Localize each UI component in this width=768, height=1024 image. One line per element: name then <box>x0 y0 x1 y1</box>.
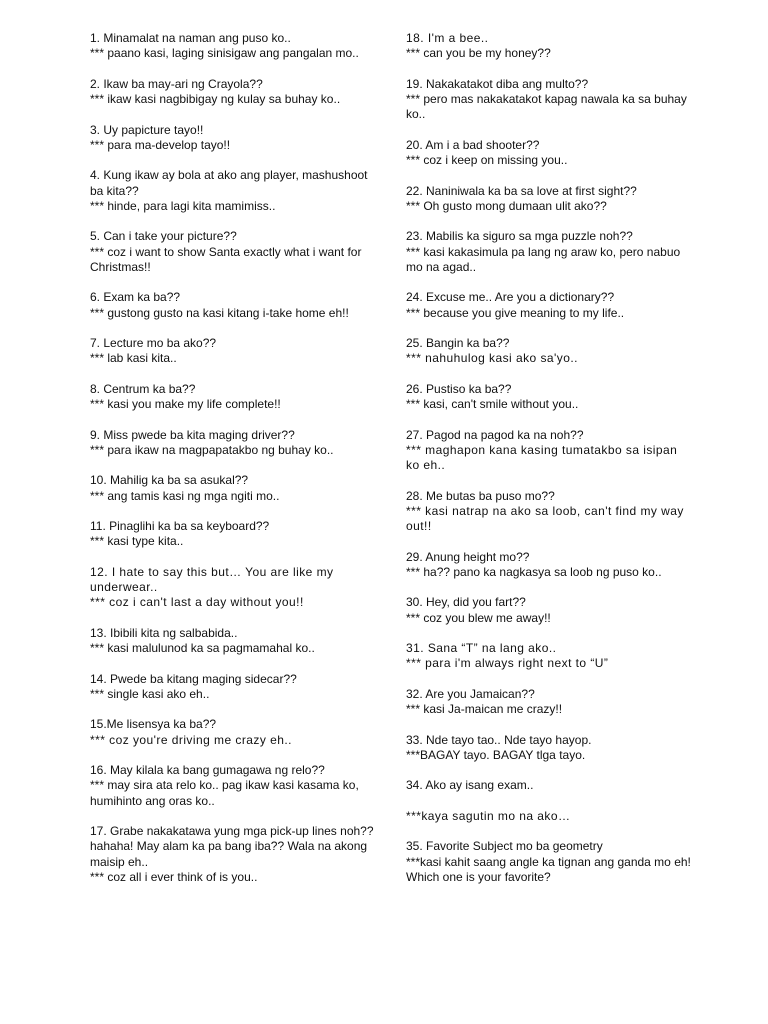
entry-question: 8. Centrum ka ba?? <box>90 381 196 396</box>
entry-question: 24. Excuse me.. Are you a dictionary?? <box>406 290 615 305</box>
list-item <box>406 595 694 626</box>
entry-answer: *** kasi malulunod ka sa pagmamahal ko.. <box>90 641 315 655</box>
entry-question: 28. Me butas ba puso mo?? <box>406 488 555 503</box>
list-item <box>90 672 380 703</box>
entry-question: 9. Miss pwede ba kita maging driver?? <box>90 427 295 442</box>
list-item <box>406 77 694 123</box>
list-item <box>90 123 380 154</box>
entry-question: 11. Pinaglihi ka ba sa keyboard?? <box>90 519 270 533</box>
entry-answer: *** para i'm always right next to “U” <box>406 656 609 671</box>
entry-answer: ***kaya sagutin mo na ako… <box>406 808 571 823</box>
list-item <box>90 77 380 108</box>
list-item <box>406 229 694 275</box>
entry-answer: *** coz i can't last a day without you!! <box>90 595 304 610</box>
list-item <box>406 778 694 793</box>
entry-question: 26. Pustiso ka ba?? <box>406 381 512 396</box>
entry-answer: *** coz i keep on missing you.. <box>406 153 568 167</box>
entry-answer: *** para ma-develop tayo!! <box>90 137 231 152</box>
list-item <box>90 382 380 413</box>
entry-question: 7. Lecture mo ba ako?? <box>90 336 217 350</box>
list-item <box>90 565 380 611</box>
list-item <box>90 717 380 748</box>
list-item <box>406 382 694 413</box>
list-item <box>406 428 694 474</box>
entry-answer: ***kasi kahit saang angle ka tignan ang ganda mo eh! Which one is your favorite? <box>406 854 695 884</box>
entry-answer: *** lab kasi kita.. <box>90 351 177 366</box>
list-item <box>90 473 380 504</box>
entry-answer: *** can you be my honey?? <box>406 46 551 61</box>
entry-answer: *** kasi, can't smile without you.. <box>406 397 579 411</box>
entry-answer: *** coz you blew me away!! <box>406 610 551 625</box>
entry-question: 31. Sana “T” na lang ako.. <box>406 641 557 655</box>
list-item <box>406 733 694 764</box>
entry-question: 6. Exam ka ba?? <box>90 290 181 305</box>
entry-question: 19. Nakakatakot diba ang multo?? <box>406 76 589 91</box>
entry-answer: *** maghapon kana kasing tumatakbo sa isipan ko eh.. <box>406 442 682 472</box>
entry-answer: *** para ikaw na magpapatakbo ng buhay ko.. <box>90 442 334 457</box>
list-item <box>406 809 694 824</box>
entry-answer: ***BAGAY tayo. BAGAY tlga tayo. <box>406 747 586 762</box>
list-item <box>406 31 694 62</box>
list-item <box>90 336 380 367</box>
entry-answer: *** ha?? pano ka nagkasya sa loob ng puso ko.. <box>406 564 662 579</box>
entry-answer: *** kasi you make my life complete!! <box>90 397 281 411</box>
entry-answer: *** because you give meaning to my life.. <box>406 305 625 320</box>
entry-question: 5. Can i take your picture?? <box>90 229 237 244</box>
entry-question: 23. Mabilis ka siguro sa mga puzzle noh?? <box>406 229 633 244</box>
entry-answer: *** pero mas nakakatakot kapag nawala ka sa buhay ko.. <box>406 92 691 122</box>
entry-answer: *** coz i want to show Santa exactly what i want for Christmas!! <box>90 244 365 274</box>
list-item <box>90 428 380 459</box>
entry-question: 32. Are you Jamaican?? <box>406 686 535 701</box>
list-item <box>90 763 380 809</box>
entry-question: 14. Pwede ba kitang maging sidecar?? <box>90 671 297 686</box>
list-item <box>406 290 694 321</box>
entry-question: 29. Anung height mo?? <box>406 549 530 564</box>
entry-question: 35. Favorite Subject mo ba geometry <box>406 839 603 854</box>
entry-answer: *** coz you're driving me crazy eh.. <box>90 732 292 747</box>
right-column <box>406 31 694 900</box>
list-item <box>406 550 694 581</box>
entry-answer: *** kasi Ja-maican me crazy!! <box>406 702 563 716</box>
list-item <box>90 824 380 885</box>
entry-answer: *** nahuhulog kasi ako sa'yo.. <box>406 351 578 366</box>
entry-question: 1. Minamalat na naman ang puso ko.. <box>90 31 291 45</box>
list-item <box>406 336 694 367</box>
entry-answer: *** single kasi ako eh.. <box>90 686 210 701</box>
entry-question: 3. Uy papicture tayo!! <box>90 122 204 137</box>
entry-answer: *** ikaw kasi nagbibigay ng kulay sa buhay ko.. <box>90 92 341 106</box>
entry-answer: *** Oh gusto mong dumaan ulit ako?? <box>406 198 607 213</box>
list-item <box>406 641 694 672</box>
entry-answer: *** paano kasi, laging sinisigaw ang pangalan mo.. <box>90 46 359 61</box>
entry-question: 33. Nde tayo tao.. Nde tayo hayop. <box>406 732 592 747</box>
list-item <box>406 839 694 885</box>
entry-question: 30. Hey, did you fart?? <box>406 595 526 610</box>
list-item <box>406 138 694 169</box>
entry-question: 13. Ibibili kita ng salbabida.. <box>90 625 238 640</box>
list-item <box>90 290 380 321</box>
entry-question: 22. Naniniwala ka ba sa love at first sight?? <box>406 183 637 198</box>
entry-question: 27. Pagod na pagod ka na noh?? <box>406 427 584 442</box>
entry-answer: *** kasi type kita.. <box>90 534 184 549</box>
entry-question: 15.Me lisensya ka ba?? <box>90 717 217 732</box>
entry-answer: *** hinde, para lagi kita mamimiss.. <box>90 198 276 213</box>
entry-answer: *** may sira ata relo ko.. pag ikaw kasi kasama ko, humihinto ang oras ko.. <box>90 778 363 808</box>
entry-question: 18. I'm a bee.. <box>406 31 489 45</box>
entry-question: 20. Am i a bad shooter?? <box>406 137 540 152</box>
list-item <box>90 31 380 62</box>
entry-question: 2. Ikaw ba may-ari ng Crayola?? <box>90 76 263 91</box>
list-item <box>406 687 694 718</box>
entry-question: 34. Ako ay isang exam.. <box>406 778 534 793</box>
list-item <box>406 489 694 535</box>
entry-question: 16. May kilala ka bang gumagawa ng relo?? <box>90 763 325 777</box>
entry-answer: *** gustong gusto na kasi kitang i-take home eh!! <box>90 305 349 320</box>
entry-answer: *** kasi natrap na ako sa loob, can't find my way out!! <box>406 503 688 533</box>
list-item <box>90 626 380 657</box>
entry-answer: *** kasi kakasimula pa lang ng araw ko, pero nabuo mo na agad.. <box>406 244 684 274</box>
entry-question: 4. Kung ikaw ay bola at ako ang player, mashushoot ba kita?? <box>90 168 371 198</box>
entry-question: 10. Mahilig ka ba sa asukal?? <box>90 473 249 488</box>
list-item <box>90 229 380 275</box>
entry-question: 17. Grabe nakakatawa yung mga pick-up lines noh?? hahaha! May alam ka pa bang iba?? Wala na akong maisip eh.. <box>90 824 377 869</box>
left-column <box>90 31 380 900</box>
list-item <box>90 519 380 550</box>
list-item <box>406 184 694 215</box>
entry-question: 25. Bangin ka ba?? <box>406 336 510 350</box>
list-item <box>90 168 380 214</box>
entry-answer: *** ang tamis kasi ng mga ngiti mo.. <box>90 488 280 503</box>
entry-answer: *** coz all i ever think of is you.. <box>90 869 258 884</box>
entry-question: 12. I hate to say this but… You are like my underwear.. <box>90 564 338 594</box>
